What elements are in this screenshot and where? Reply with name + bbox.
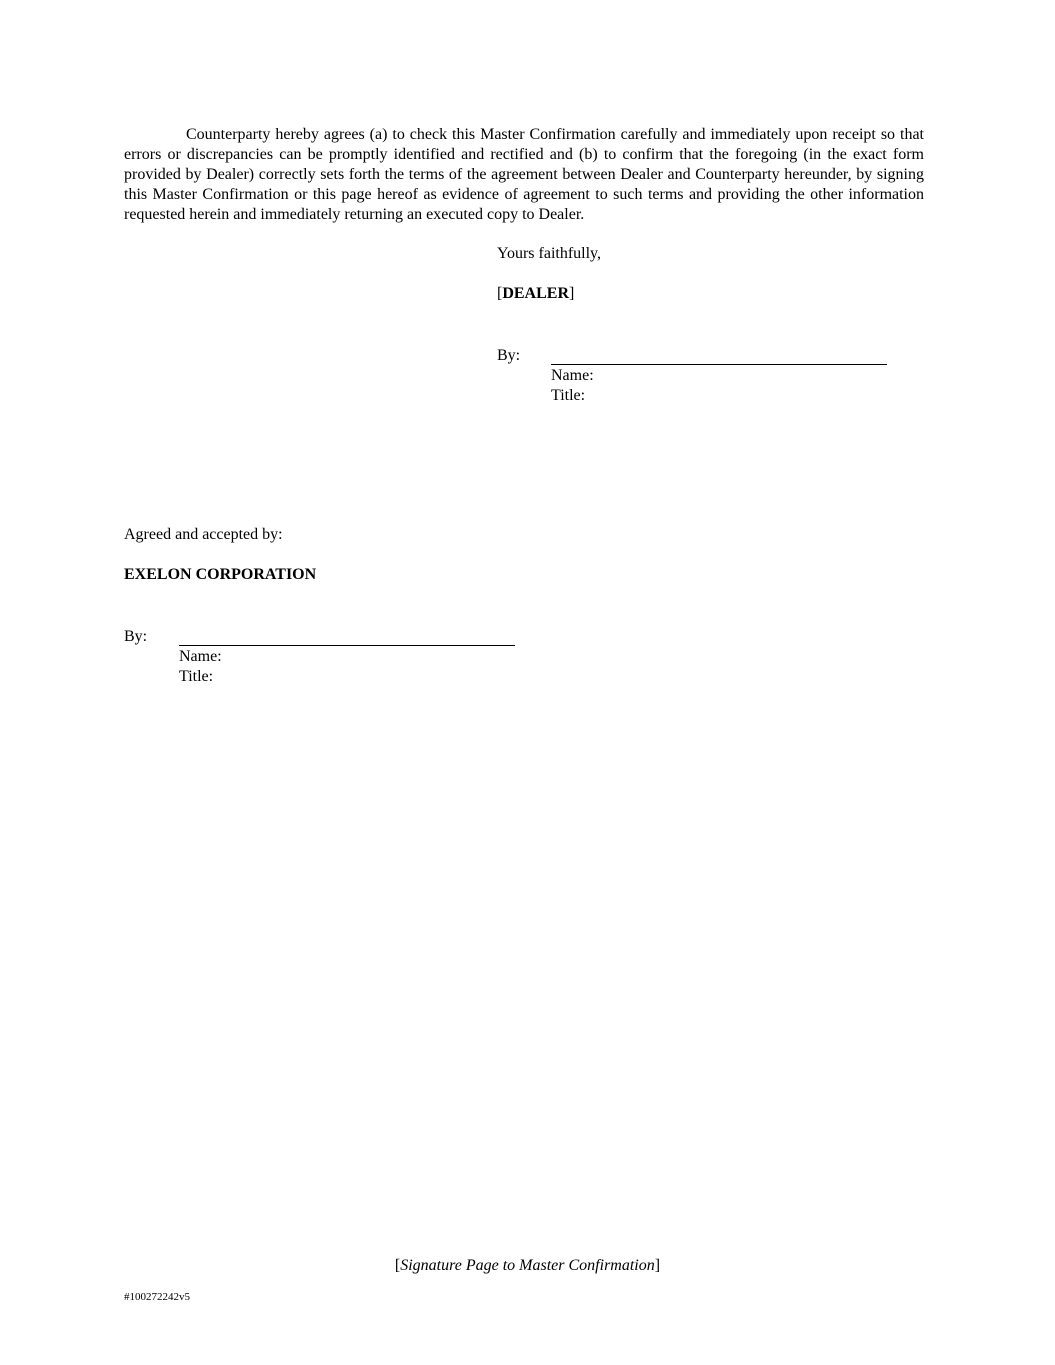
closing-salutation: Yours faithfully,	[497, 245, 602, 262]
dealer-signature-line[interactable]	[551, 364, 887, 365]
caption-open-bracket: [	[394, 1257, 401, 1274]
dealer-by-label: By:	[497, 347, 521, 364]
dealer-open-bracket: [	[497, 285, 503, 302]
dealer-name: DEALER	[502, 285, 570, 302]
acceptance-heading: Agreed and accepted by:	[124, 526, 283, 543]
dealer-title-label: Title:	[551, 387, 586, 404]
caption-text: Signature Page to Master Confirmation	[400, 1257, 655, 1274]
document-id: #100272242v5	[124, 1291, 190, 1303]
counterparty-name: EXELON CORPORATION	[124, 566, 317, 583]
dealer-party-name	[497, 284, 574, 304]
dealer-close-bracket: ]	[569, 285, 575, 302]
signature-page-caption	[0, 1256, 1055, 1276]
counterparty-title-label: Title:	[179, 668, 214, 685]
dealer-name-label: Name:	[551, 367, 594, 384]
caption-close-bracket: ]	[654, 1257, 661, 1274]
agreement-paragraph: Counterparty hereby agrees (a) to check this Master Confirmation carefully and immediately upon receipt so that errors or discrepancies can be promptly identified and rectified and (b) to confirm that the foregoing (in the exact form provided by Dealer) correctly sets forth the terms of the agreement between Dealer and Counterparty hereunder, by signing this Master Confirmation or this page hereof as evidence of agreement to such terms and providing the other information requested herein and immediately returning an executed copy to Dealer.	[124, 126, 924, 223]
counterparty-by-label: By:	[124, 628, 148, 645]
counterparty-signature-line[interactable]	[179, 645, 515, 646]
counterparty-name-label: Name:	[179, 648, 222, 665]
